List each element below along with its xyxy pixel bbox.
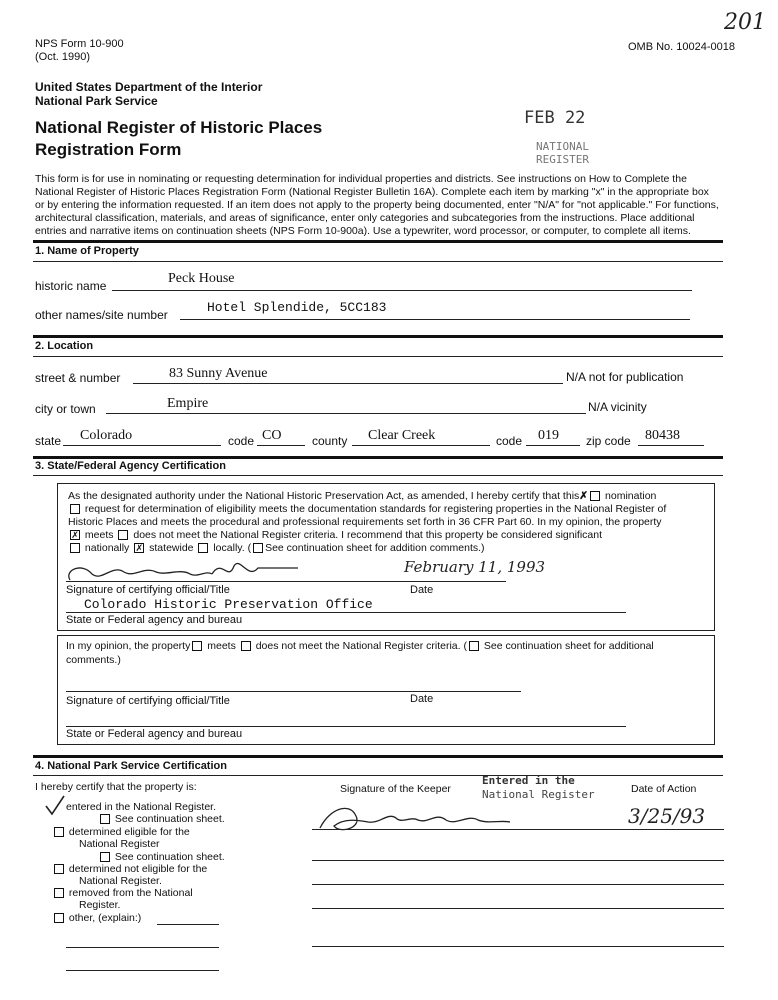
agency-label-2: State or Federal agency and bureau xyxy=(66,728,243,740)
cert-line-4 xyxy=(68,529,602,541)
opinion-text: In my opinion, the property xyxy=(66,640,191,652)
other-label: other, (explain:) xyxy=(68,912,142,924)
nomination-check-mark: ✗ xyxy=(579,490,589,502)
meets-label: meets xyxy=(84,529,114,541)
option-removed xyxy=(52,887,193,899)
department: United States Department of the Interior xyxy=(35,80,263,94)
cert-line-2 xyxy=(68,503,666,515)
not-eligible-checkbox[interactable] xyxy=(54,864,64,874)
vicinity-value: N/A xyxy=(588,400,608,414)
statewide-checkbox[interactable]: ✗ xyxy=(135,543,143,554)
cert-text-3: Historic Places and meets the procedural and professional requirements set forth in 36 CFR Part 60. In my opinion, the property xyxy=(68,516,662,528)
other-explain-line[interactable] xyxy=(157,924,219,925)
section1-heading: 1. Name of Property xyxy=(35,245,139,257)
other-explain-line[interactable] xyxy=(66,970,219,971)
form-date: (Oct. 1990) xyxy=(35,51,91,63)
field-line xyxy=(638,445,704,446)
option-entered: entered in the National Register. xyxy=(66,801,217,813)
nomination-checkbox[interactable] xyxy=(590,491,600,501)
opinion-meets-label: meets xyxy=(207,640,236,652)
not-pub-value: N/A xyxy=(566,370,586,384)
county-label: county xyxy=(312,434,348,448)
removed-label: removed from the National xyxy=(68,887,193,899)
street-value: 83 Sunny Avenue xyxy=(169,366,268,381)
opinion-line-1 xyxy=(66,640,654,652)
option-not-eligible xyxy=(52,863,207,875)
section-rule xyxy=(33,775,723,776)
field-line xyxy=(112,290,692,291)
state-label: state xyxy=(35,434,62,448)
section2-heading: 2. Location xyxy=(35,340,94,352)
other-names-value: Hotel Splendide, 5CC183 xyxy=(207,300,387,315)
signature-line xyxy=(66,691,521,692)
agency-value: Colorado Historic Preservation Office xyxy=(84,597,373,612)
opinion-continuation-checkbox[interactable] xyxy=(469,641,479,651)
entered-stamp-line2: National Register xyxy=(482,788,595,801)
eligible-label: determined eligible for the xyxy=(68,826,190,838)
continuation-label: See continuation sheet for addition comments.) xyxy=(265,542,485,554)
keeper-label: Signature of the Keeper xyxy=(340,783,451,795)
county-value: Clear Creek xyxy=(368,428,436,443)
field-line xyxy=(63,445,221,446)
keeper-line xyxy=(312,946,724,947)
zip-value: 80438 xyxy=(645,428,680,443)
form-title-line1: National Register of Historic Places xyxy=(35,118,323,137)
cert-text-1: As the designated authority under the National Historic Preservation Act, as amended, I hereby certify that this xyxy=(68,490,580,502)
keeper-line xyxy=(312,908,724,909)
signature-date: February 11, 1993 xyxy=(404,558,546,576)
section-divider xyxy=(33,335,723,338)
state-code-label: code xyxy=(228,434,255,448)
keeper-line xyxy=(312,860,724,861)
city-value: Empire xyxy=(167,396,209,411)
opinion-not-label: does not meet the National Register criteria. ( xyxy=(255,640,467,652)
opinion-not-meet-checkbox[interactable] xyxy=(241,641,251,651)
meets-checkbox[interactable]: ✗ xyxy=(71,530,79,541)
field-line xyxy=(526,445,580,446)
request-checkbox[interactable] xyxy=(70,504,80,514)
opinion-line-2: comments.) xyxy=(66,654,121,666)
option-other xyxy=(52,912,141,924)
state-official-signature xyxy=(62,552,362,588)
form-number: NPS Form 10-900 xyxy=(35,38,124,50)
date-label-2: Date xyxy=(410,693,434,705)
section-divider xyxy=(33,456,723,459)
date-label: Date xyxy=(410,584,434,596)
city-label: city or town xyxy=(35,402,96,416)
received-stamp-line2: REGISTER xyxy=(536,153,589,166)
not-eligible-label-2: National Register. xyxy=(79,875,162,887)
not-eligible-label: determined not eligible for the xyxy=(68,863,208,875)
section-divider xyxy=(33,755,723,758)
section-rule xyxy=(33,475,723,476)
option-eligible-continuation xyxy=(98,851,225,863)
received-stamp-date: FEB 22 xyxy=(524,108,586,128)
opinion-meets-checkbox[interactable] xyxy=(192,641,202,651)
omb-number: OMB No. 10024-0018 xyxy=(628,41,736,53)
entered-stamp-line1: Entered in the xyxy=(482,774,575,787)
vicinity xyxy=(588,400,647,414)
vicinity-label: vicinity xyxy=(610,400,647,414)
service: National Park Service xyxy=(35,94,158,108)
entered-continuation-label: See continuation sheet. xyxy=(114,813,225,825)
section-rule xyxy=(33,356,723,357)
entered-continuation-checkbox[interactable] xyxy=(100,814,110,824)
street-label: street & number xyxy=(35,371,121,385)
other-explain-line[interactable] xyxy=(66,947,219,948)
opinion-continuation-label: See continuation sheet for additional xyxy=(483,640,654,652)
other-names-label: other names/site number xyxy=(35,308,168,322)
page-mark: 201 xyxy=(724,10,766,35)
handwritten-check-mark xyxy=(44,794,66,818)
other-checkbox[interactable] xyxy=(54,913,64,923)
option-eligible xyxy=(52,826,190,838)
eligible-checkbox[interactable] xyxy=(54,827,64,837)
eligible-continuation-label: See continuation sheet. xyxy=(114,851,225,863)
section3-heading: 3. State/Federal Agency Certification xyxy=(35,460,226,472)
removed-label-2: Register. xyxy=(79,899,121,911)
section-divider xyxy=(33,240,723,243)
keeper-signature xyxy=(310,798,530,838)
county-code-label: code xyxy=(496,434,523,448)
locally-label: locally. ( xyxy=(213,542,252,554)
cert-line-1 xyxy=(68,490,656,502)
keeper-line xyxy=(312,829,724,830)
county-code-value: 019 xyxy=(538,428,559,443)
state-code-value: CO xyxy=(262,428,282,443)
keeper-line xyxy=(312,884,724,885)
field-line xyxy=(180,319,690,320)
cert-text-1b: nomination xyxy=(605,490,657,502)
section4-intro: I hereby certify that the property is: xyxy=(35,781,197,793)
field-line xyxy=(106,413,586,414)
field-line xyxy=(352,445,490,446)
historic-name-label: historic name xyxy=(35,279,107,293)
received-stamp-line1: NATIONAL xyxy=(536,140,589,153)
state-value: Colorado xyxy=(80,428,133,443)
section4-heading: 4. National Park Service Certification xyxy=(35,760,227,772)
eligible-continuation-checkbox[interactable] xyxy=(100,852,110,862)
date-of-action-label: Date of Action xyxy=(631,783,697,795)
action-date: 3/25/93 xyxy=(628,804,706,828)
instructions: This form is for use in nominating or requesting determination for individual properties and districts. See instructions on How to Complete the National Register of Historic Places Registration Form (National Register Bulletin 16A). Complete each item by marking "x" in the appropriate box or by entering the information requested. If an item does not apply to the property being documented, enter "N/A" for "not applicable." For functions, architectural classification, materials, and areas of significance, enter only categories and subcategories from the instructions. Place additional entries and narrative items on continuation sheets (NPS Form 10-900a). Use a typewriter, word processor, or computer, to complete all items. xyxy=(35,173,719,237)
section-rule xyxy=(33,261,723,262)
form-title-line2: Registration Form xyxy=(35,140,182,159)
nationally-label: nationally xyxy=(84,542,130,554)
option-entered-continuation xyxy=(98,813,225,825)
not-pub-label: not for publication xyxy=(588,370,684,384)
field-line xyxy=(133,383,563,384)
removed-checkbox[interactable] xyxy=(54,888,64,898)
does-not-meet-checkbox[interactable] xyxy=(118,530,128,540)
signature-label-2: Signature of certifying official/Title xyxy=(66,695,230,707)
agency-line xyxy=(66,612,626,613)
agency-label: State or Federal agency and bureau xyxy=(66,614,243,626)
statewide-label: statewide xyxy=(149,542,194,554)
agency-line xyxy=(66,726,626,727)
historic-name-value: Peck House xyxy=(168,271,235,286)
eligible-label-2: National Register xyxy=(79,838,160,850)
signature-line xyxy=(66,581,506,582)
field-line xyxy=(257,445,305,446)
zip-label: zip code xyxy=(586,434,631,448)
not-for-publication xyxy=(566,370,683,384)
cert-text-4: does not meet the National Register criteria. I recommend that this property be considered significant xyxy=(133,529,603,541)
signature-label: Signature of certifying official/Title xyxy=(66,584,230,596)
cert-text-2: request for determination of eligibility meets the documentation standards for registering properties in the National Register of xyxy=(84,503,667,515)
